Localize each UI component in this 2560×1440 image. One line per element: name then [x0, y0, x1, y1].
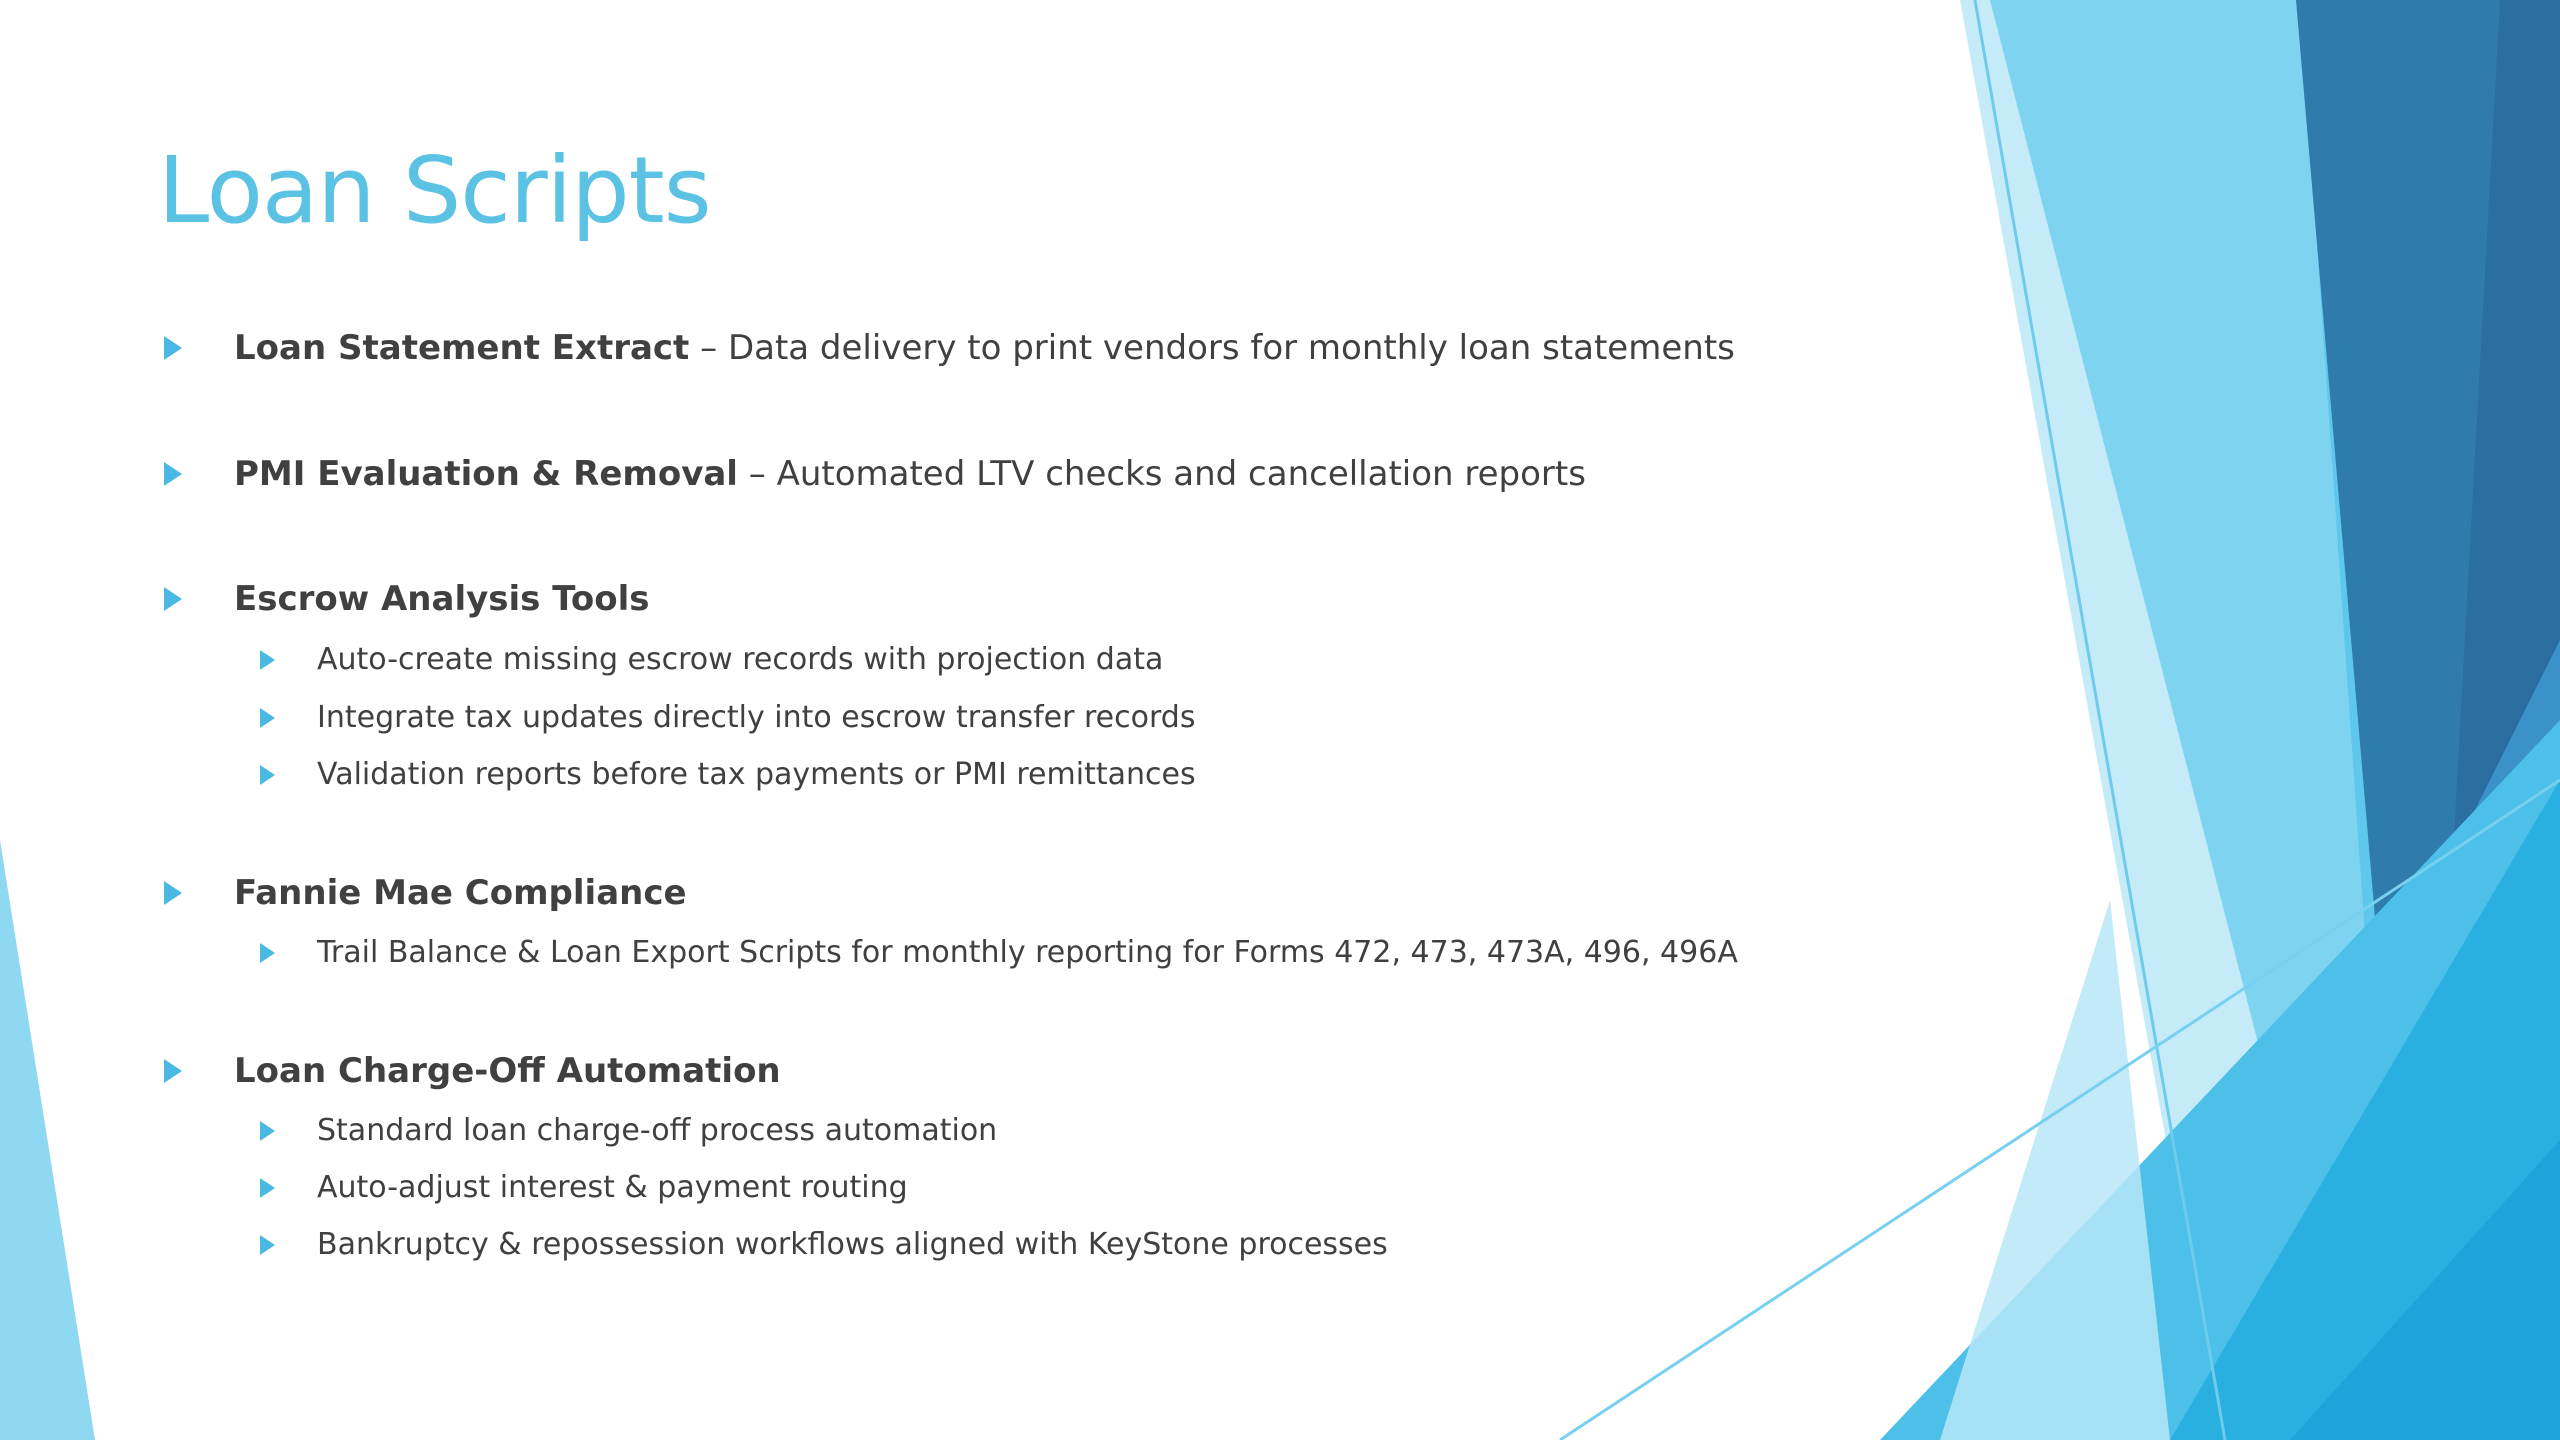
bullet-arrow-icon	[164, 881, 182, 905]
bullet-escrow-analysis-tools	[164, 579, 650, 619]
sub-bullet-text: Validation reports before tax payments or PMI remittances	[317, 757, 1196, 792]
sub-bullet-arrow-icon	[260, 765, 275, 785]
sub-bullet	[260, 757, 1196, 792]
bullet-fannie-mae-compliance	[164, 873, 687, 913]
bullet-arrow-icon	[164, 587, 182, 611]
sub-bullet-text: Integrate tax updates directly into escrow transfer records	[317, 700, 1196, 735]
sub-bullet-arrow-icon	[260, 708, 275, 728]
bullet-text: Fannie Mae Compliance	[234, 873, 687, 913]
sub-bullet-arrow-icon	[260, 943, 275, 963]
bullet-loan-statement-extract	[164, 328, 1735, 368]
sub-bullet-text: Auto-create missing escrow records with projection data	[317, 642, 1164, 677]
bullet-arrow-icon	[164, 336, 182, 360]
sub-bullet-arrow-icon	[260, 1121, 275, 1141]
bullet-arrow-icon	[164, 462, 182, 486]
sub-bullet	[260, 1170, 908, 1205]
sub-bullet-text: Auto-adjust interest & payment routing	[317, 1170, 908, 1205]
sub-bullet-text: Bankruptcy & repossession workflows aligned with KeyStone processes	[317, 1227, 1388, 1262]
pale-facet	[1940, 900, 2170, 1440]
sub-bullet-arrow-icon	[260, 650, 275, 670]
bullet-pmi-evaluation	[164, 454, 1586, 494]
bullet-text: Loan Statement Extract – Data delivery to print vendors for monthly loan statements	[234, 328, 1735, 368]
sub-bullet	[260, 700, 1195, 735]
sub-bullet-arrow-icon	[260, 1235, 275, 1255]
bullet-text: Loan Charge-Off Automation	[234, 1051, 781, 1091]
bullet-text: PMI Evaluation & Removal – Automated LTV checks and cancellation reports	[234, 454, 1586, 494]
sub-bullet-text: Standard loan charge-off process automation	[317, 1113, 998, 1148]
sub-bullet	[260, 935, 1738, 970]
bullet-text: Escrow Analysis Tools	[234, 579, 650, 619]
sub-bullet-arrow-icon	[260, 1178, 275, 1198]
sub-bullet	[260, 1227, 1388, 1262]
left-edge-shape	[0, 840, 95, 1440]
sub-bullet-text: Trail Balance & Loan Export Scripts for monthly reporting for Forms 472, 473, 473A, 496, 496A	[317, 935, 1738, 970]
sub-bullet	[260, 1113, 997, 1148]
sub-bullet	[260, 642, 1163, 677]
bullet-arrow-icon	[164, 1059, 182, 1083]
slide-title: Loan Scripts	[158, 137, 711, 244]
bullet-loan-charge-off-automation	[164, 1051, 781, 1091]
